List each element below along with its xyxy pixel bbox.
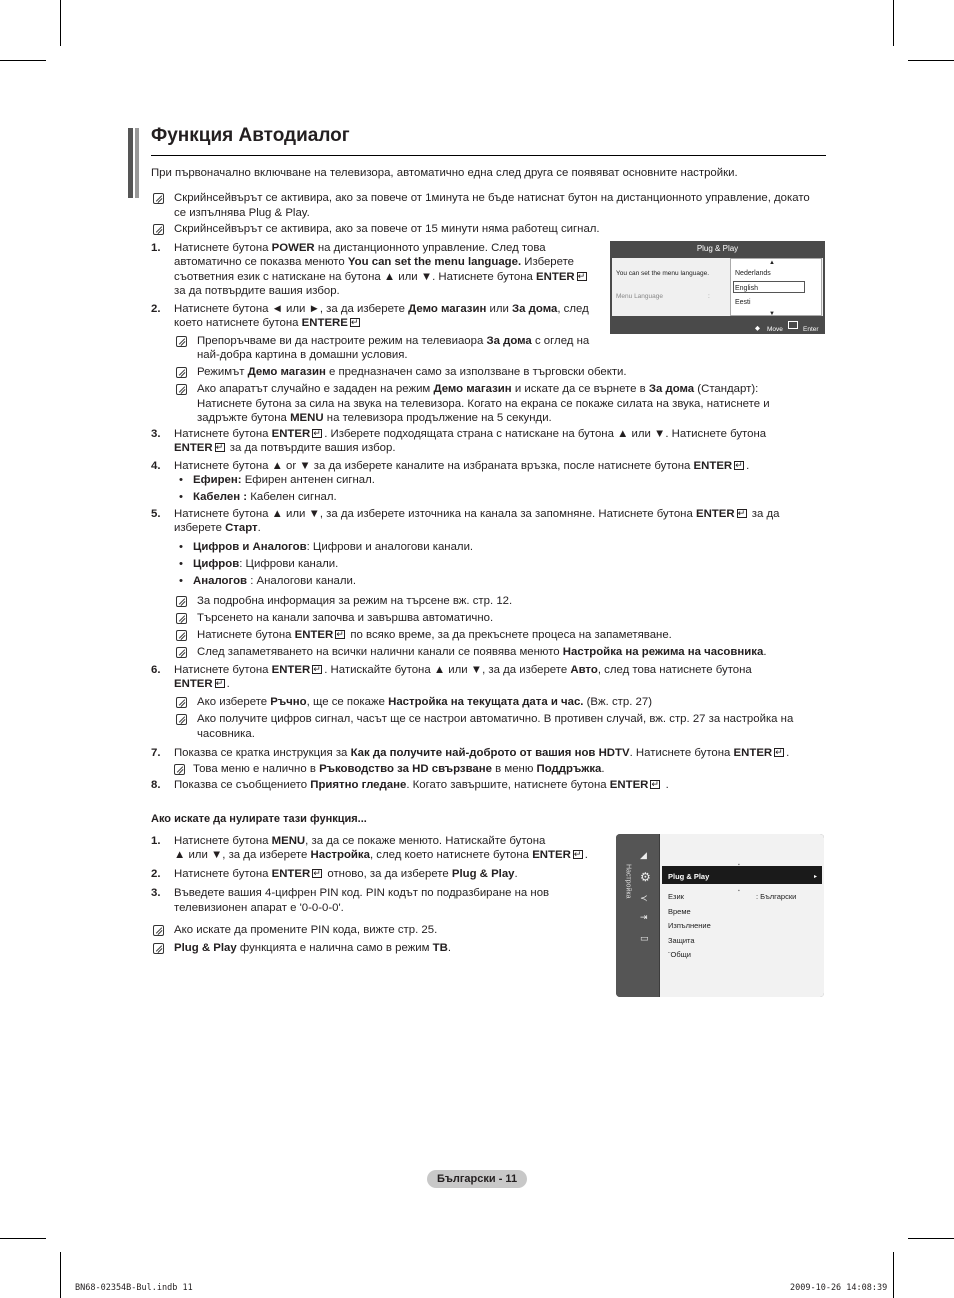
note-text: Скрийнсейвърът се активира, ако за повече от 1минута не бъде натиснат бутон на дистанционното управление, докато <box>174 192 810 204</box>
move-label: Move <box>767 326 783 333</box>
step-text: Показва се кратка инструкция за Как да получите най-доброто от вашия нов HDTV. Натиснете бутона ENTER↵ . <box>174 746 789 760</box>
note-text: Препоръчваме ви да настроите режим на телевиаора За дома с оглед на <box>197 335 590 347</box>
note-icon <box>153 925 164 936</box>
gear-icon[interactable]: ⚙ <box>640 870 651 884</box>
step-text: Въведете вашия 4-цифрен PIN код. PIN кодът по подразбиране на нов <box>174 887 550 899</box>
note-text: най-добра картина в домашни условия. <box>197 349 408 361</box>
note-icon <box>174 764 185 775</box>
enter-icon <box>774 748 784 757</box>
satellite-icon[interactable]: ≺ <box>640 893 648 903</box>
enter-icon <box>312 429 322 438</box>
crop-mark <box>60 1252 61 1298</box>
language-option[interactable]: Eesti <box>735 299 751 306</box>
note-text: Търсенето на канали започва и завършва автоматично. <box>197 612 494 624</box>
enter-label: Enter <box>803 326 819 333</box>
note-icon <box>176 697 187 708</box>
note-text: Натиснете бутона ENTER↵ по всяко време, за да прекъснете процеса на запаметяване. <box>197 628 672 642</box>
step-text: ENTER↵ за да потвърдите вашия избор. <box>174 441 395 455</box>
reset-heading: Ако искате да нулирате тази функция... <box>151 813 367 825</box>
screen-header: Plug & Play <box>696 244 739 253</box>
crop-mark <box>908 1238 954 1239</box>
note-icon <box>153 193 164 204</box>
page-number: Български - 11 <box>427 1170 527 1188</box>
menu-item-performance[interactable]: Изпълнение <box>668 921 711 930</box>
step-text: ENTER↵ . <box>174 677 230 691</box>
step-text: изберете Старт. <box>174 522 261 534</box>
field-colon: : <box>708 293 710 300</box>
note-text: За подробна информация за режим на търсене вж. стр. 12. <box>197 595 513 607</box>
language-option-selected[interactable]: English <box>735 285 758 292</box>
crop-mark <box>893 0 894 46</box>
step-number: 2. <box>151 303 161 315</box>
step-text: ▲ или ▼, за да изберете Настройка, след което натиснете бутона ENTER↵ . <box>174 848 588 862</box>
note-text: се изпълнява Plug & Play. <box>174 207 310 219</box>
crop-mark <box>0 1238 46 1239</box>
step-number: 1. <box>151 835 161 847</box>
note-text: След запаметяването на всички налични канали се появява менюто Настройка на режима на часовника. <box>197 646 767 658</box>
menu-item-time[interactable]: Време <box>668 907 691 916</box>
note-icon <box>153 224 164 235</box>
menu-item-security[interactable]: Защита <box>668 936 695 945</box>
enter-icon <box>312 869 322 878</box>
step-text: Натиснете бутона ENTER↵ отново, за да изберете Plug & Play. <box>174 867 518 881</box>
step-text: Натиснете бутона POWER на дистанционното управление. След това <box>174 242 546 254</box>
crop-mark <box>908 60 954 61</box>
note-text: Натиснете бутона за сила на звука на телевизора. Когато на екрана се покаже силата на звука, натиснете и <box>197 398 770 410</box>
note-icon <box>176 596 187 607</box>
sidebar-label: Настройка <box>624 864 632 899</box>
note-text: Ако получите цифров сигнал, часът ще се настрои автоматично. В противен случай, вж. стр. 27 за настройка на <box>197 713 794 725</box>
move-icon: ◆ <box>755 325 760 332</box>
note-icon <box>176 613 187 624</box>
note-text: Това меню е налично в Ръководство за HD свързване в меню Поддръжка. <box>193 763 605 775</box>
bullet: • <box>179 558 183 570</box>
menu-item-language[interactable]: Език <box>668 892 684 901</box>
crop-mark <box>60 0 61 46</box>
step-text: автоматично се показва менюто You can set the menu language. Изберете <box>174 256 575 268</box>
enter-icon <box>650 780 660 789</box>
note-icon <box>176 367 187 378</box>
enter-icon <box>215 443 225 452</box>
menu-item-plug-and-play[interactable]: Plug & Play <box>668 872 710 881</box>
step-number: 3. <box>151 428 161 440</box>
enter-icon <box>788 321 798 329</box>
enter-icon <box>737 509 747 518</box>
note-icon <box>176 384 187 395</box>
intro-text: При първоначално включване на телевизора, автоматично една след друга се появяват основните настройки. <box>151 167 738 179</box>
note-text: задръжте бутона MENU на телевизора продължение на 5 секунди. <box>197 412 552 424</box>
crop-mark <box>0 60 46 61</box>
scroll-down-icon[interactable]: ▼ <box>769 311 775 317</box>
screen-body <box>612 258 823 316</box>
title-bar-light <box>135 128 139 198</box>
note-text: часовника. <box>197 728 255 740</box>
step-number: 7. <box>151 747 161 759</box>
step-text: Натиснете бутона ENTER↵ . Изберете подходящата страна с натискане на бутона ▲ или ▼. Натиснете бутона <box>174 427 766 441</box>
step-text: съответния език с натискане на бутона ▲ или ▼. Натиснете бутона ENTER↵ <box>174 270 589 284</box>
enter-icon <box>573 850 583 859</box>
title-bar-dark <box>128 128 133 198</box>
step-text: Натиснете бутона MENU, за да се покаже менюто. Натискайте бутона <box>174 835 546 847</box>
note-icon <box>176 336 187 347</box>
note-text: Ако изберете Ръчно, ще се покаже Настройка на текущата дата и час. (Вж. стр. 27) <box>197 696 652 708</box>
step-number: 5. <box>151 508 161 520</box>
page-title: Функция Автодиалог <box>151 125 350 146</box>
bullet-text: Кабелен : Кабелен сигнал. <box>193 491 337 503</box>
language-option[interactable]: Nederlands <box>735 270 771 277</box>
note-icon <box>176 714 187 725</box>
bullet-text: Аналогов : Аналогови канали. <box>193 575 357 587</box>
step-number: 1. <box>151 242 161 254</box>
note-text: Скрийнсейвърът се активира, ако за повече от 15 минути няма работещ сигнал. <box>174 223 600 235</box>
arrow-right-icon: ▸ <box>814 874 818 880</box>
enter-icon <box>335 630 345 639</box>
note-icon <box>176 647 187 658</box>
note-text: Plug & Play функцията е налична само в режим ТВ. <box>174 942 452 954</box>
step-text: за да потвърдите вашия избор. <box>174 285 340 297</box>
footer-file: BN68-02354B-Bul.indb 11 <box>75 1283 193 1293</box>
scroll-dot: ▪ <box>738 862 740 868</box>
step-text: Натиснете бутона ▲ or ▼ за да изберете каналите на избраната връзка, после натиснете бутона ENTER↵ . <box>174 459 749 473</box>
step-number: 2. <box>151 868 161 880</box>
language-value: : Български <box>756 892 797 901</box>
bullet: • <box>179 491 183 503</box>
note-icon <box>153 943 164 954</box>
menu-sidebar <box>616 834 659 997</box>
step-number: 4. <box>151 460 161 472</box>
menu-panel <box>660 834 824 997</box>
step-text: телевизионен апарат е '0-0-0-0'. <box>174 902 344 914</box>
bullet-text: Цифров и Аналогов: Цифрови и аналогови канали. <box>193 541 474 553</box>
enter-icon <box>350 318 360 327</box>
step-text: Натиснете бутона ENTER↵ . Натискайте бутона ▲ или ▼, за да изберете Авто, след това натиснете бутона <box>174 663 752 677</box>
support-icon[interactable]: ▭ <box>640 933 649 943</box>
step-text: което натиснете бутона ENTERE↵ <box>174 316 362 330</box>
step-number: 3. <box>151 887 161 899</box>
step-number: 8. <box>151 779 161 791</box>
note-icon <box>176 630 187 641</box>
setup-menu-screen <box>616 834 824 997</box>
bullet: • <box>179 541 183 553</box>
menu-item-general[interactable]: ¨Общи <box>668 950 691 959</box>
plug-and-play-screen <box>610 241 825 334</box>
note-text: Ако апаратът случайно е зададен на режим Демо магазин и искате да се върнете в За дома (Стандарт): <box>197 383 759 395</box>
step-text: Натиснете бутона ◄ или ►, за да изберете Демо магазин или За дома, след <box>174 303 589 315</box>
enter-icon <box>312 665 322 674</box>
bullet: • <box>179 575 183 587</box>
step-text: Показва се съобщението Приятно гледане. Когато завършите, натиснете бутона ENTER↵ . <box>174 778 669 792</box>
note-text: Ако искате да промените PIN кода, вижте стр. 25. <box>174 924 438 936</box>
menu-language-label: Menu Language <box>616 293 663 300</box>
enter-icon <box>215 679 225 688</box>
scroll-dot: ▪ <box>738 888 740 894</box>
input-icon[interactable]: ⇥ <box>640 912 648 922</box>
crop-mark <box>893 1252 894 1298</box>
enter-icon <box>734 461 744 470</box>
picture-icon[interactable]: ◢ <box>640 850 647 860</box>
scroll-up-icon[interactable]: ▲ <box>769 260 775 266</box>
step-text: Натиснете бутона ▲ или ▼, за да изберете източника на канала за запомняне. Натиснете бутона ENTER↵ за да <box>174 507 779 521</box>
bullet-text: Цифров: Цифрови канали. <box>193 558 339 570</box>
step-number: 6. <box>151 664 161 676</box>
enter-icon <box>577 272 587 281</box>
bullet: • <box>179 474 183 486</box>
bullet-text: Ефирен: Ефирен антенен сигнал. <box>193 474 375 486</box>
screen-prompt: You can set the menu language. <box>616 270 709 277</box>
footer-timestamp: 2009-10-26 14:08:39 <box>790 1283 888 1293</box>
title-rule <box>151 155 826 156</box>
note-text: Режимът Демо магазин е предназначен само за използване в търговски обекти. <box>197 366 627 378</box>
language-list[interactable] <box>730 258 822 316</box>
